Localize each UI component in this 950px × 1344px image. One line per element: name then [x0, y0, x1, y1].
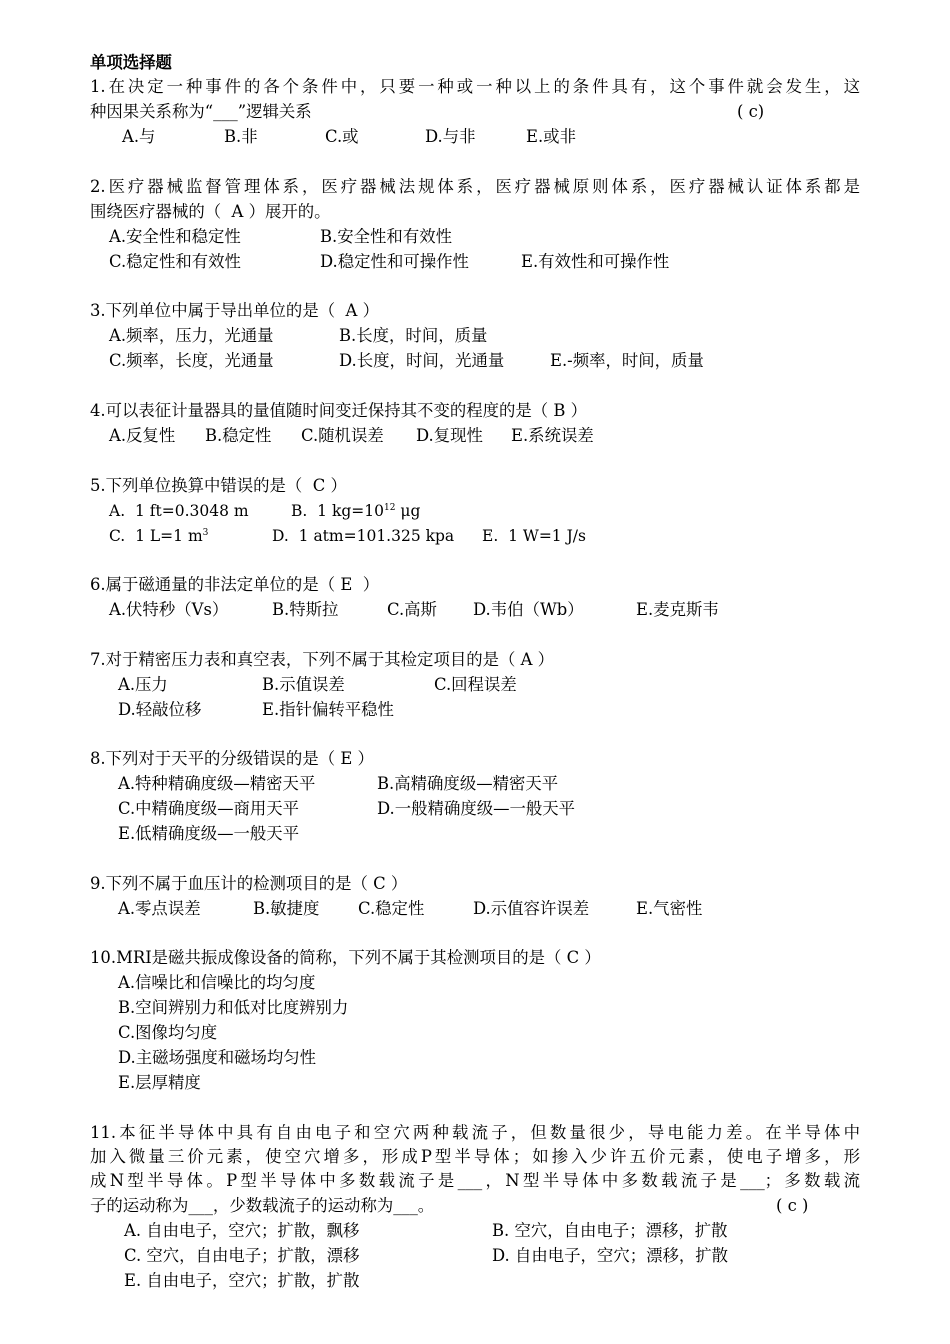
q8-option-d: D.一般精确度级—一般天平	[377, 799, 576, 818]
q4-option-b: B.稳定性	[205, 426, 272, 445]
q6-option-d: D.韦伯（Wb）	[473, 600, 584, 619]
q1-answer: ( c)	[737, 102, 765, 121]
q10-option-a: A.信噪比和信噪比的均匀度	[118, 973, 316, 992]
q11-option-b: B. 空穴，自由电子；漂移，扩散	[492, 1221, 728, 1240]
q11-stem-line4: 子的运动称为___，少数载流子的运动称为___。	[90, 1196, 435, 1215]
q11-option-a: A. 自由电子，空穴；扩散，飘移	[124, 1221, 360, 1240]
q9-option-e: E.气密性	[636, 899, 703, 918]
q4-option-d: D.复现性	[416, 426, 483, 445]
q10-option-c: C.图像均匀度	[118, 1023, 218, 1042]
q8-option-a: A.特种精确度级—精密天平	[118, 774, 316, 793]
q11-option-e: E. 自由电子，空穴；扩散，扩散	[124, 1271, 360, 1290]
q4-option-a: A.反复性	[109, 426, 176, 445]
q9-stem: 9.下列不属于血压计的检测项目的是（ C ）	[90, 874, 408, 893]
q6-option-c: C.高斯	[387, 600, 437, 619]
q11-stem-line1: 11.本征半导体中具有自由电子和空穴两种载流子，但数量很少，导电能力差。在半导体中	[90, 1123, 860, 1142]
q1-option-c: C.或	[325, 127, 359, 146]
q7-option-a: A.压力	[118, 675, 168, 694]
q7-option-e: E.指针偏转平稳性	[262, 700, 394, 719]
q7-option-d: D.轻敲位移	[118, 700, 202, 719]
q5-stem: 5.下列单位换算中错误的是（ C ）	[90, 476, 347, 495]
q2-stem-line2: 围绕医疗器械的（ A ）展开的。	[90, 202, 331, 221]
q9-option-d: D.示值容许误差	[473, 899, 590, 918]
section-title: 单项选择题	[90, 53, 172, 72]
q2-option-b: B.安全性和有效性	[320, 227, 452, 246]
q3-option-b: B.长度，时间，质量	[339, 326, 488, 345]
q2-stem-line1: 2.医疗器械监督管理体系，医疗器械法规体系，医疗器械原则体系，医疗器械认证体系都是	[90, 177, 860, 196]
q10-option-e: E.层厚精度	[118, 1073, 201, 1092]
q11-stem-line3: 成N型半导体。P型半导体中多数载流子是___，N型半导体中多数载流子是___；多数载流	[90, 1171, 860, 1190]
q10-option-d: D.主磁场强度和磁场均匀性	[118, 1048, 317, 1067]
q5-option-a: A. 1 ft=0.3048 m	[109, 502, 249, 520]
q8-option-b: B.高精确度级—精密天平	[377, 774, 559, 793]
q1-stem-line1: 1.在决定一种事件的各个条件中，只要一种或一种以上的条件具有，这个事件就会发生，这	[90, 77, 860, 96]
q4-stem: 4.可以表征计量器具的量值随时间变迁保持其不变的程度的是（ B ）	[90, 401, 588, 420]
q9-option-a: A.零点误差	[118, 899, 201, 918]
q1-option-e: E.或非	[526, 127, 576, 146]
q2-option-d: D.稳定性和可操作性	[320, 252, 469, 271]
q4-option-c: C.随机误差	[301, 426, 384, 445]
q3-stem: 3.下列单位中属于导出单位的是（ A ）	[90, 301, 379, 320]
q6-option-a: A.伏特秒（Vs）	[109, 600, 229, 619]
q10-option-b: B.空间辨别力和低对比度辨别力	[118, 998, 349, 1017]
q3-option-e: E.-频率，时间，质量	[550, 351, 704, 370]
q5-option-c	[109, 526, 208, 546]
q2-option-e: E.有效性和可操作性	[521, 252, 670, 271]
q11-stem-line2: 加入微量三价元素，使空穴增多，形成P型半导体；如掺入少许五价元素，使电子增多，形	[90, 1147, 860, 1166]
q11-option-c: C. 空穴，自由电子；扩散，漂移	[124, 1246, 360, 1265]
q5-option-c-base: C. 1 L=1 m	[109, 527, 203, 545]
q6-option-e: E.麦克斯韦	[636, 600, 719, 619]
q8-option-c: C.中精确度级—商用天平	[118, 799, 300, 818]
q6-stem: 6.属于磁通量的非法定单位的是（ E ）	[90, 575, 380, 594]
q4-option-e: E.系统误差	[511, 426, 594, 445]
q2-option-c: C.稳定性和有效性	[109, 252, 241, 271]
q5-option-d: D. 1 atm=101.325 kpa	[272, 527, 455, 545]
q8-stem: 8.下列对于天平的分级错误的是（ E ）	[90, 749, 374, 768]
q3-option-a: A.频率，压力，光通量	[109, 326, 274, 345]
q1-option-a: A.与	[122, 127, 156, 146]
q9-option-b: B.敏捷度	[253, 899, 320, 918]
q3-option-d: D.长度，时间，光通量	[339, 351, 505, 370]
q11-option-d: D. 自由电子，空穴；漂移，扩散	[492, 1246, 729, 1265]
q7-stem: 7.对于精密压力表和真空表，下列不属于其检定项目的是（ A ）	[90, 650, 555, 669]
q7-option-b: B.示值误差	[262, 675, 345, 694]
q7-option-c: C.回程误差	[434, 675, 517, 694]
q5-option-b-unit: μg	[395, 502, 421, 520]
q1-option-d: D.与非	[425, 127, 476, 146]
q5-option-b-exponent: 12	[384, 503, 396, 513]
q11-answer: ( c )	[776, 1196, 809, 1215]
q8-option-e: E.低精确度级—一般天平	[118, 824, 300, 843]
q5-option-e: E. 1 W=1 J/s	[482, 527, 586, 545]
q5-option-c-exponent: 3	[202, 528, 209, 538]
q3-option-c: C.频率，长度，光通量	[109, 351, 274, 370]
q2-option-a: A.安全性和稳定性	[109, 227, 241, 246]
q10-stem: 10.MRI是磁共振成像设备的简称，下列不属于其检测项目的是（ C ）	[90, 948, 601, 967]
q6-option-b: B.特斯拉	[272, 600, 339, 619]
q5-option-b	[291, 501, 420, 521]
q5-option-b-base: B. 1 kg=10	[291, 502, 384, 520]
q1-option-b: B.非	[224, 127, 258, 146]
q9-option-c: C.稳定性	[358, 899, 425, 918]
q1-stem-line2: 种因果关系称为“___”逻辑关系	[90, 102, 312, 121]
